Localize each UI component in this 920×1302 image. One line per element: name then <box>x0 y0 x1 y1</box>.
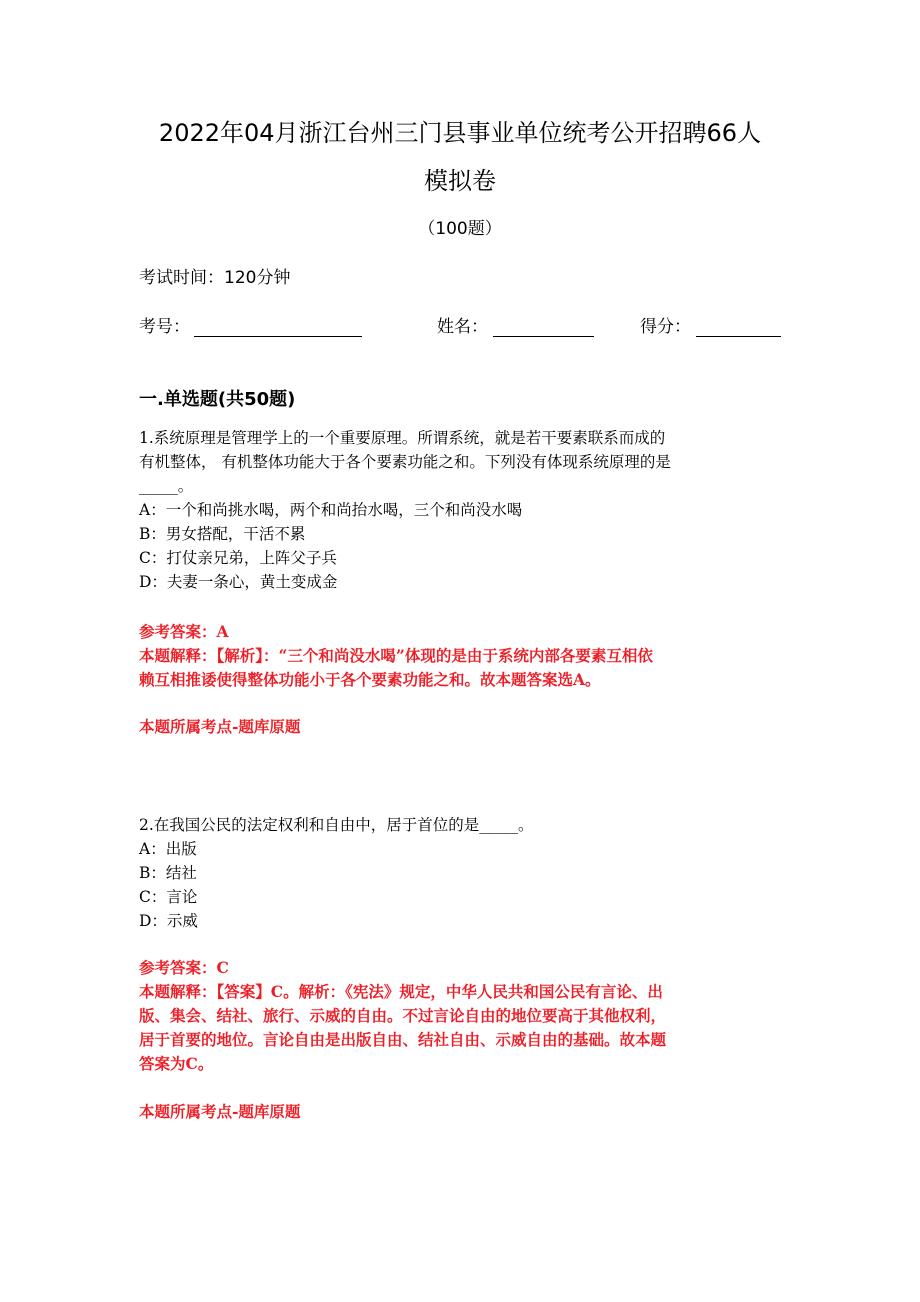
exam-title-line2: 模拟卷 <box>424 167 496 195</box>
option-b: B：男女搭配，干活不累 <box>139 525 306 543</box>
name-label: 姓名： <box>437 317 488 337</box>
score-blank[interactable] <box>696 336 781 337</box>
option-a: A：出版 <box>139 840 197 858</box>
name-blank[interactable] <box>493 336 594 337</box>
question-stem-line: _____。 <box>139 477 194 495</box>
score-label: 得分： <box>640 317 691 337</box>
option-c: C：打仗亲兄弟，上阵父子兵 <box>139 549 337 567</box>
explanation-line: 版、集会、结社、旅行、示威的自由。不过言论自由的地位要高于其他权利， <box>139 1006 667 1025</box>
question-count: （100题） <box>418 219 502 239</box>
exam-no-label: 考号： <box>139 317 190 337</box>
question-stem-line: 1.系统原理是管理学上的一个重要原理。所谓系统，就是若干要素联系而成的 <box>139 429 666 447</box>
section-title: 一.单选题(共50题) <box>139 389 296 410</box>
question-stem-line: 有机整体， 有机整体功能大于各个要素功能之和。下列没有体现系统原理的是 <box>139 453 671 471</box>
exam-time: 考试时间：120分钟 <box>139 268 291 288</box>
reference-answer: 参考答案：A <box>139 622 229 641</box>
option-c: C：言论 <box>139 888 198 906</box>
explanation-line: 本题解释：【解析】：“三个和尚没水喝”体现的是由于系统内部各要素互相依 <box>139 646 653 665</box>
option-d: D：夫妻一条心，黄土变成金 <box>139 573 338 591</box>
reference-answer: 参考答案：C <box>139 958 229 977</box>
option-a: A：一个和尚挑水喝，两个和尚抬水喝，三个和尚没水喝 <box>139 501 523 519</box>
question-source: 本题所属考点-题库原题 <box>139 717 301 736</box>
explanation-line: 居于首要的地位。言论自由是出版自由、结社自由、示威自由的基础。故本题 <box>139 1030 667 1049</box>
exam-no-blank[interactable] <box>194 336 362 337</box>
explanation-line: 答案为C。 <box>139 1054 214 1073</box>
explanation-line: 本题解释：【答案】C。解析：《宪法》规定，中华人民共和国公民有言论、出 <box>139 982 663 1001</box>
exam-title-line1: 2022年04月浙江台州三门县事业单位统考公开招聘66人 <box>158 119 762 147</box>
explanation-line: 赖互相推诿使得整体功能小于各个要素功能之和。故本题答案选A。 <box>139 670 601 689</box>
question-source: 本题所属考点-题库原题 <box>139 1102 301 1121</box>
option-d: D：示威 <box>139 912 198 930</box>
option-b: B：结社 <box>139 864 197 882</box>
question-stem-line: 2.在我国公民的法定权利和自由中，居于首位的是_____。 <box>139 816 534 834</box>
